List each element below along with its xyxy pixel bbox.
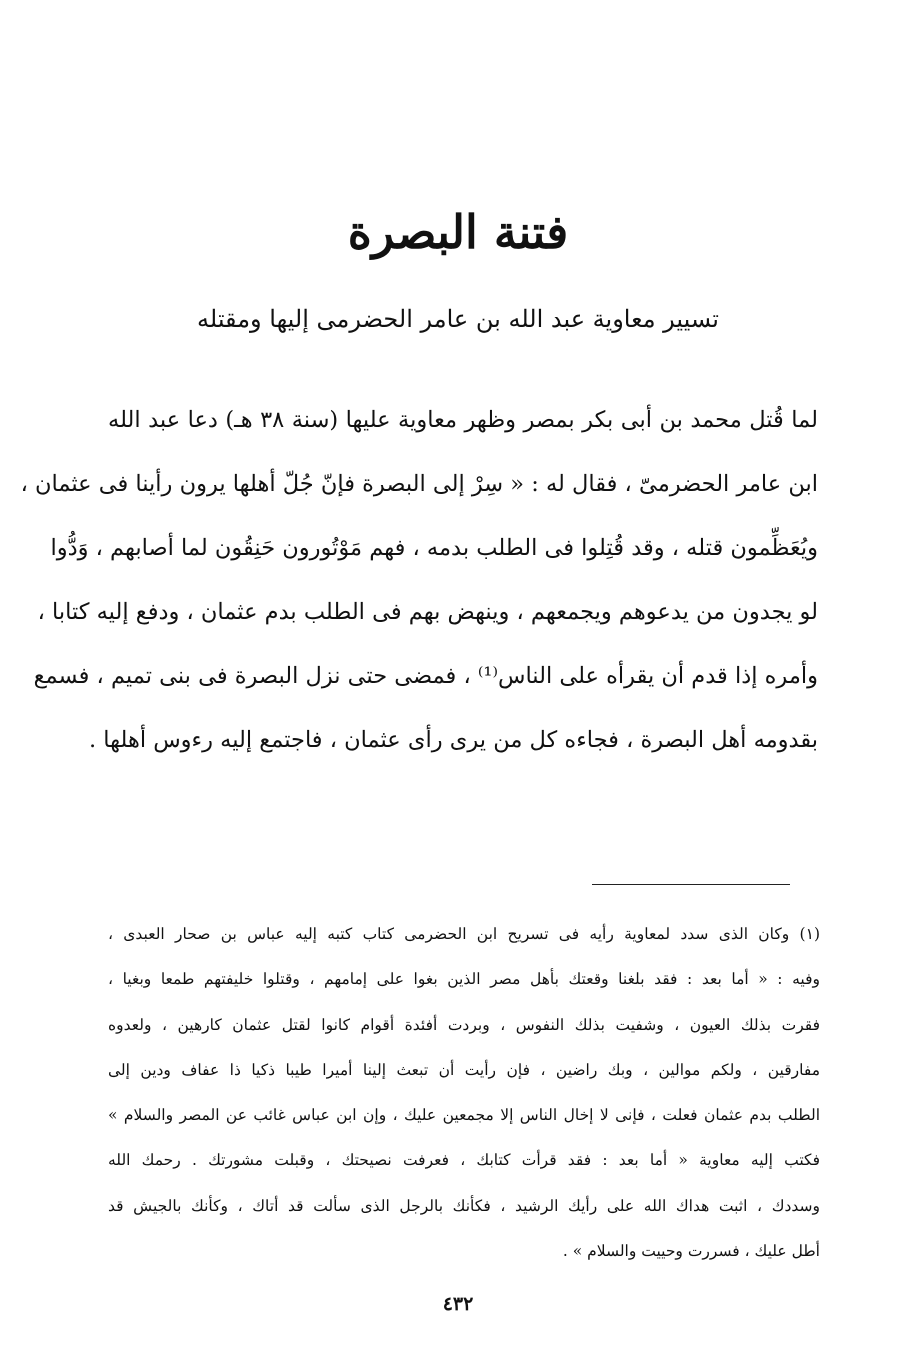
chapter-subtitle: تسيير معاوية عبد الله بن عامر الحضرمى إليها ومقتله	[197, 305, 719, 333]
footnote-line: (١) وكان الذى سدد لمعاوية رأيه فى تسريح ابن الحضرمى كتاب كتبه إليه عباس بن صحار العبدى ،	[108, 925, 820, 943]
body-line: ابن عامر الحضرمىّ ، فقال له : « سِرْ إلى البصرة فإنّ جُلّ أهلها يرون رأينا فى عثمان ،	[20, 471, 818, 497]
body-line: وأمره إذا قدم أن يقرأه على الناس⁽¹⁾ ، فمضى حتى نزل البصرة فى بنى تميم ، فسمع	[33, 663, 818, 689]
footnote-line: وسددك ، اثبت هداك الله على رأيك الرشيد ، فكأنك بالرجل الذى سألت قد أتاك ، وكأنك بالجيش قد	[108, 1196, 820, 1215]
footnote-separator	[592, 884, 790, 885]
page-number: ٤٣٢	[442, 1293, 474, 1315]
footnote-line: فكتب إليه معاوية « أما بعد : فقد قرأت كتابك ، فعرفت نصيحتك ، وقبلت مشورتك . رحمك الله	[108, 1151, 820, 1170]
footnote	[108, 912, 820, 1274]
body-line: بقدومه أهل البصرة ، فجاءه كل من يرى رأى عثمان ، فاجتمع إليه رءوس أهلها .	[88, 727, 818, 753]
footnote-line: وفيه : « أما بعد : فقد بلغنا وقعتك بأهل مصر الذين بغوا على إمامهم ، وقتلوا خليفتهم طمعا وبغيا ،	[108, 970, 820, 989]
body-line: ويُعَظِّمون قتله ، وقد قُتِلوا فى الطلب بدمه ، فهم مَوْتُورون حَنِقُون لما أصابهم ، وَدُّوا	[50, 535, 818, 561]
chapter-title: فتنة البصرة	[347, 205, 569, 259]
footnote-line: فقرت بذلك العيون ، وشفيت بذلك النفوس ، وبردت أفئدة أقوام كانوا لقتل عثمان كارهين ، ولعدوه	[108, 1015, 820, 1034]
footnote-line: مفارقين ، ولكم موالين ، وبك راضين ، فإن رأيت أن تبعث إلينا أميرا طيبا ذكيا ذا عفاف ودين إلى	[108, 1060, 820, 1079]
body-line: لو يجدون من يدعوهم ويجمعهم ، وينهض بهم فى الطلب بدم عثمان ، ودفع إليه كتابا ،	[37, 599, 818, 625]
footnote-line: الطلب بدم عثمان فعلت ، فإنى لا إخال الناس إلا مجمعين عليك ، وإن ابن عباس غائب عن المصر والسلام »	[108, 1106, 820, 1125]
main-text	[20, 388, 818, 772]
footnote-line: أطل عليك ، فسررت وحييت والسلام » .	[562, 1242, 820, 1261]
body-line: لما قُتل محمد بن أبى بكر بمصر وظهر معاوية عليها (سنة ٣٨ هـ) دعا عبد الله	[108, 407, 818, 433]
